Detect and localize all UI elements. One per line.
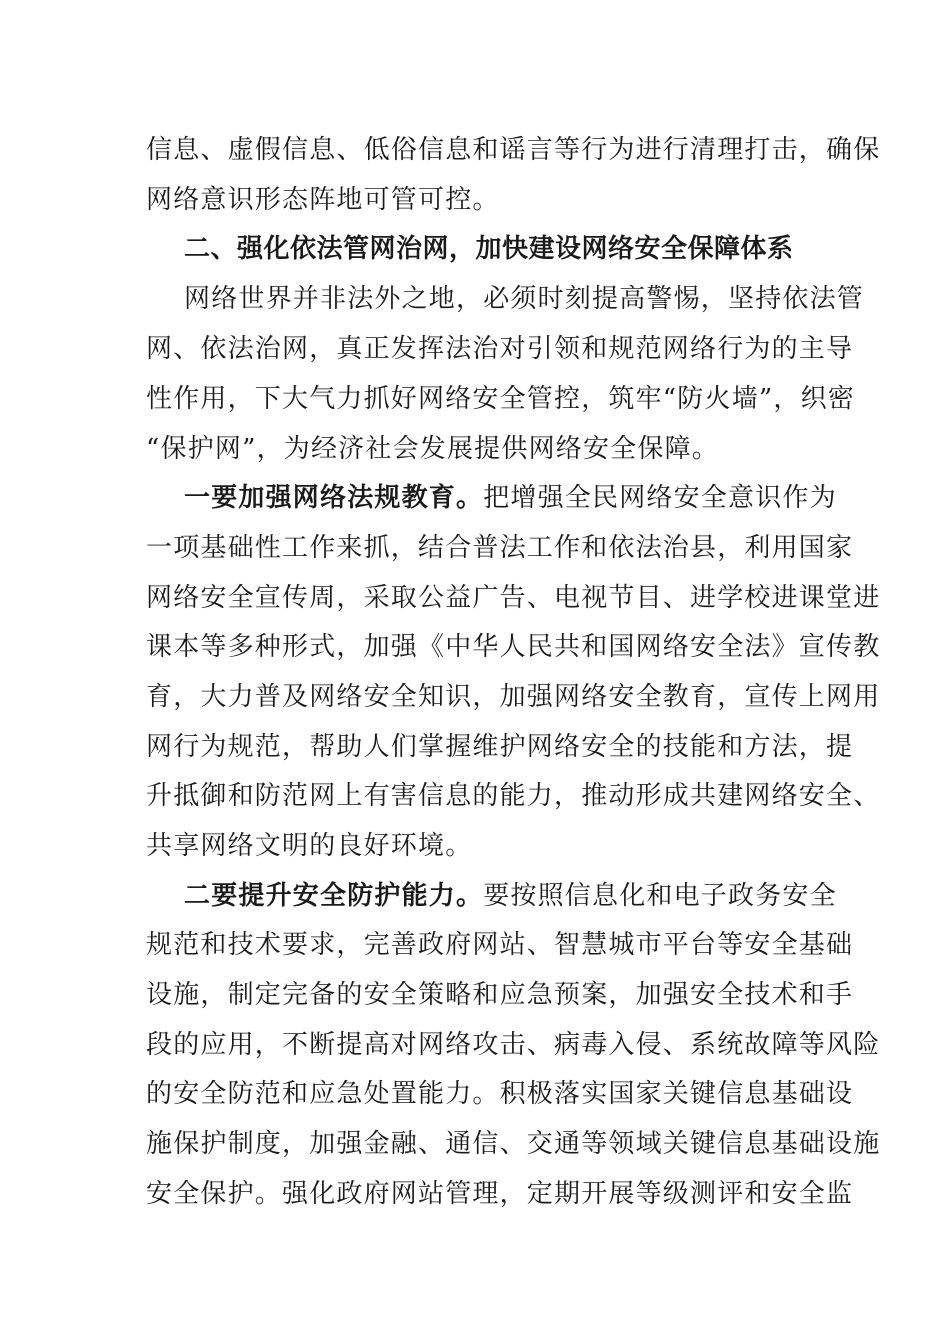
body-text-line: 网络安全宣传周，采取公益广告、电视节目、进学校进课堂进 xyxy=(146,583,881,613)
body-text-line: 升抵御和防范网上有害信息的能力，推动形成共建网络安全、 xyxy=(146,781,881,811)
body-text-line: 安全保护。强化政府网站管理，定期开展等级测评和安全监 xyxy=(146,1179,854,1209)
body-text-line: 规范和技术要求，完善政府网站、智慧城市平台等安全基础 xyxy=(146,930,854,960)
paragraph-first-line xyxy=(184,876,837,916)
body-text-span: 把增强全民网络安全意识作为 xyxy=(483,483,837,513)
section-heading: 二、强化依法管网治网，加快建设网络安全保障体系 xyxy=(184,234,794,264)
body-text-line: 网络意识形态阵地可管可控。 xyxy=(146,185,500,215)
body-text-line: 网、依法治网，真正发挥法治对引领和规范网络行为的主导 xyxy=(146,334,854,364)
body-text-line: 的安全防范和应急处置能力。积极落实国家关键信息基础设 xyxy=(146,1079,854,1109)
body-text-line: 课本等多种形式，加强《中华人民共和国网络安全法》宣传教 xyxy=(146,632,881,662)
body-text-line: 信息、虚假信息、低俗信息和谣言等行为进行清理打击，确保 xyxy=(146,135,881,165)
body-text-line: 性作用，下大气力抓好网络安全管控，筑牢“防火墙”，织密 xyxy=(146,384,855,414)
paragraph-first-line xyxy=(184,478,837,518)
body-text-line: 共享网络文明的良好环境。 xyxy=(146,831,473,861)
body-text-span: 要按照信息化和电子政务安全 xyxy=(483,881,837,911)
body-text-line: 设施，制定完备的安全策略和应急预案，加强安全技术和手 xyxy=(146,980,854,1010)
body-text-line: 一项基础性工作来抓，结合普法工作和依法治县，利用国家 xyxy=(146,533,854,563)
bold-lead-text: 一要加强网络法规教育。 xyxy=(184,483,484,513)
body-text-line: 育，大力普及网络安全知识，加强网络安全教育，宣传上网用 xyxy=(146,682,881,712)
body-text-line: 网行为规范，帮助人们掌握维护网络安全的技能和方法，提 xyxy=(146,732,854,762)
bold-lead-text: 二要提升安全防护能力。 xyxy=(184,881,484,911)
body-text-line: 段的应用，不断提高对网络攻击、病毒入侵、系统故障等风险 xyxy=(146,1030,881,1060)
body-text-line: “保护网”，为经济社会发展提供网络安全保障。 xyxy=(146,434,719,464)
body-text-line: 施保护制度，加强金融、通信、交通等领域关键信息基础设施 xyxy=(146,1129,881,1159)
body-text-line: 网络世界并非法外之地，必须时刻提高警惕，坚持依法管 xyxy=(184,284,865,314)
